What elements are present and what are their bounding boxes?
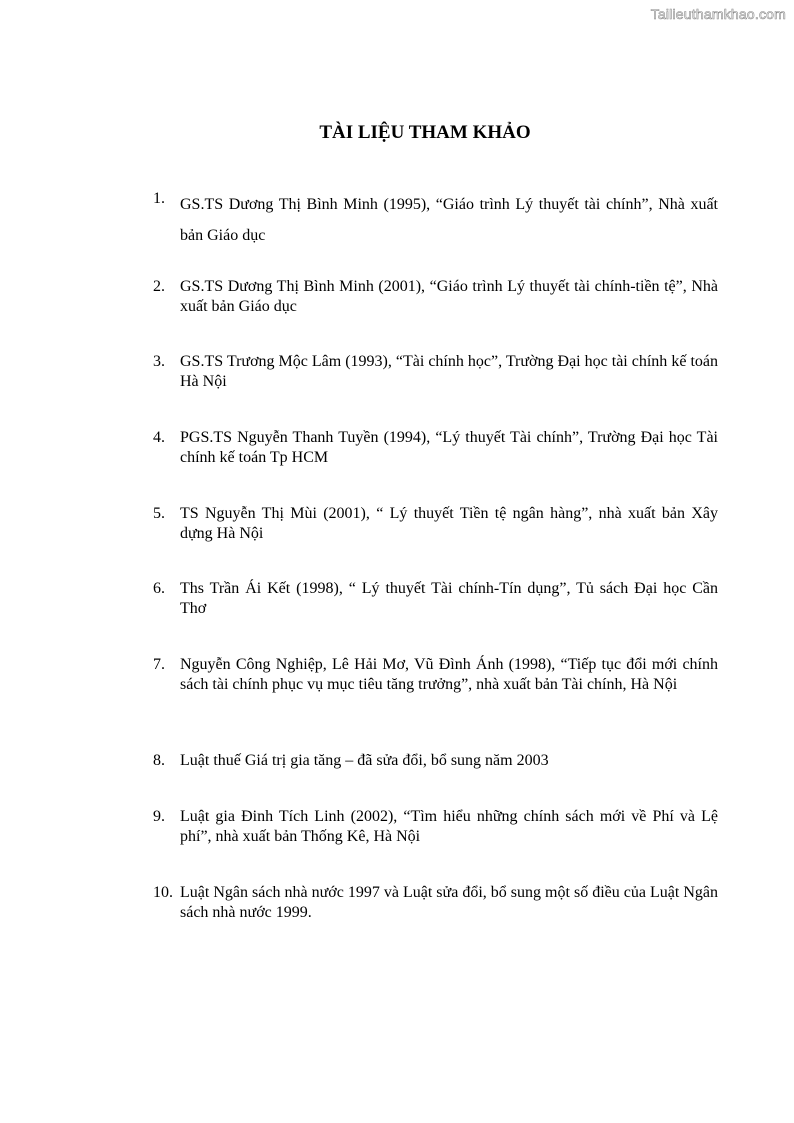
reference-text: Luật Ngân sách nhà nước 1997 và Luật sửa đổi, bổ sung một số điều của Luật Ngân sách nhà nước 1999. (180, 884, 718, 921)
reference-number: 1. (153, 190, 165, 207)
reference-text: Luật gia Đinh Tích Linh (2002), “Tìm hiểu những chính sách mới về Phí và Lệ phí”, nhà xuất bản Thống Kê, Hà Nội (180, 808, 718, 845)
reference-item (153, 504, 718, 544)
reference-text: Luật thuế Giá trị gia tăng – đã sửa đổi, bổ sung năm 2003 (180, 752, 549, 769)
reference-number: 3. (153, 353, 165, 370)
reference-text: TS Nguyễn Thị Mùi (2001), “ Lý thuyết Tiền tệ ngân hàng”, nhà xuất bản Xây dựng Hà Nội (180, 505, 718, 542)
reference-number: 9. (153, 808, 165, 825)
reference-item (153, 277, 718, 317)
reference-item (153, 883, 718, 923)
reference-text: GS.TS Dương Thị Bình Minh (1995), “Giáo trình Lý thuyết tài chính”, Nhà xuất bản Giáo dục (180, 196, 718, 244)
reference-item (153, 807, 718, 847)
watermark: Tailieuthamkhao.com (650, 6, 786, 22)
reference-text: Nguyễn Công Nghiệp, Lê Hải Mơ, Vũ Đình Ánh (1998), “Tiếp tục đổi mới chính sách tài chính phục vụ mục tiêu tăng trưởng”, nhà xuất bản Tài chính, Hà Nội (180, 656, 718, 693)
reference-item (153, 655, 718, 695)
reference-number: 4. (153, 429, 165, 446)
reference-number: 7. (153, 656, 165, 673)
page-title: TÀI LIỆU THAM KHẢO (319, 122, 531, 143)
reference-number: 2. (153, 278, 165, 295)
reference-number: 6. (153, 580, 165, 597)
reference-number: 5. (153, 505, 165, 522)
reference-item (153, 189, 718, 251)
reference-item (153, 579, 718, 619)
reference-text: Ths Trần Ái Kết (1998), “ Lý thuyết Tài chính-Tín dụng”, Tủ sách Đại học Cần Thơ (180, 580, 718, 617)
reference-item (153, 751, 718, 771)
reference-number: 10. (153, 884, 173, 901)
reference-item (153, 428, 718, 468)
reference-text: GS.TS Dương Thị Bình Minh (2001), “Giáo trình Lý thuyết tài chính-tiền tệ”, Nhà xuất bản Giáo dục (180, 278, 718, 315)
reference-text: GS.TS Trương Mộc Lâm (1993), “Tài chính học”, Trường Đại học tài chính kế toán Hà Nội (180, 353, 718, 390)
reference-item (153, 352, 718, 392)
reference-text: PGS.TS Nguyễn Thanh Tuyền (1994), “Lý thuyết Tài chính”, Trường Đại học Tài chính kế toán Tp HCM (180, 429, 718, 466)
reference-number: 8. (153, 752, 165, 769)
